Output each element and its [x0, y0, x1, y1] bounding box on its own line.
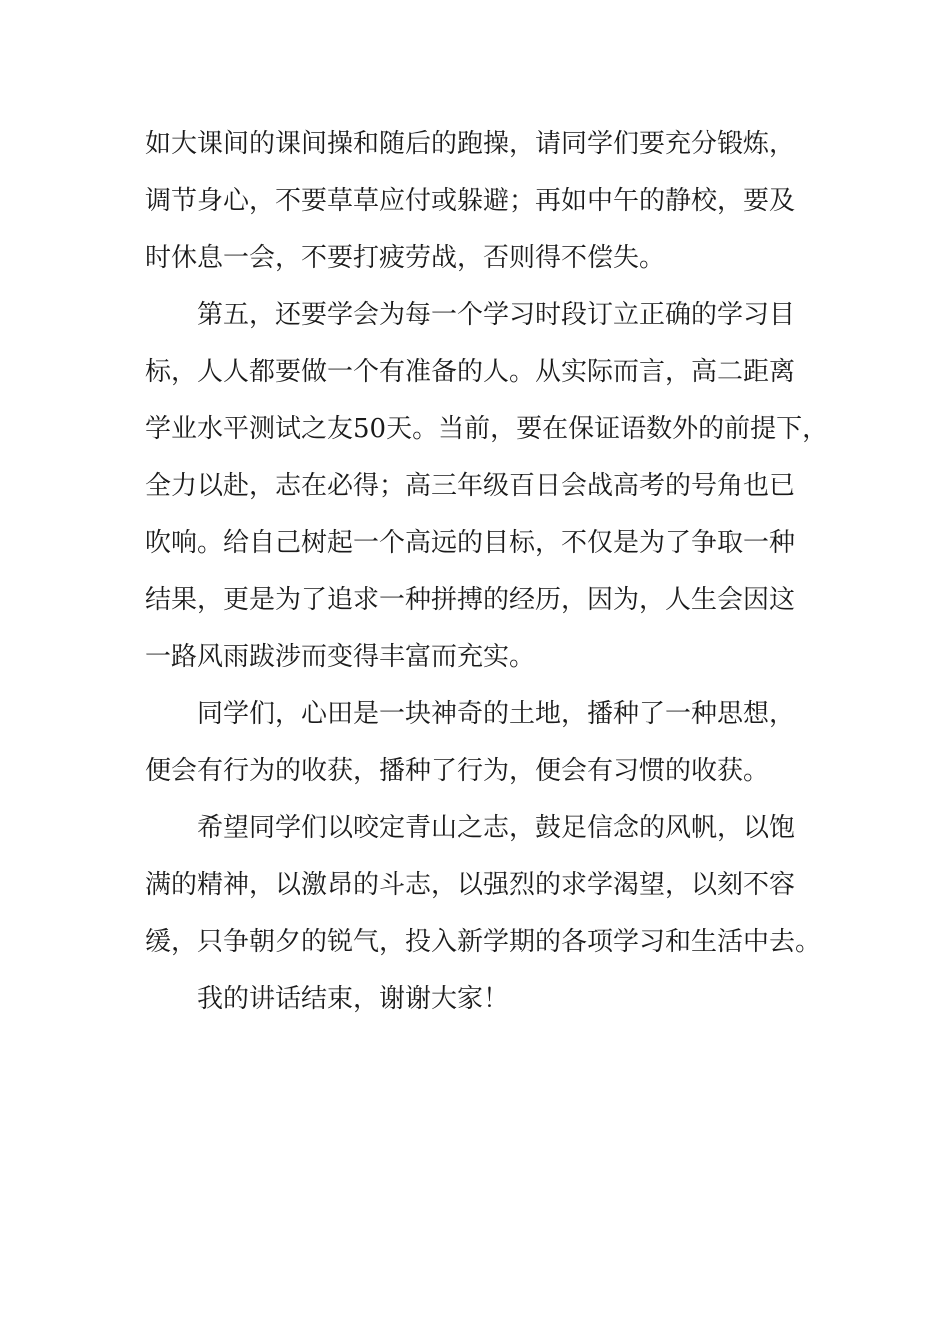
text-line-13: 希望同学们以咬定青山之志，鼓足信念的风帆，以饱	[197, 813, 796, 843]
text-line-11: 同学们，心田是一块神奇的土地，播种了一种思想，	[197, 699, 796, 729]
text-line-10: 一路风雨跋涉而变得丰富而充实。	[145, 642, 536, 672]
text-line-12: 便会有行为的收获，播种了行为，便会有习惯的收获。	[145, 756, 770, 786]
text-line-8: 吹响。给自己树起一个高远的目标，不仅是为了争取一种	[145, 528, 796, 558]
text-line-1: 如大课间的课间操和随后的跑操，请同学们要充分锻炼，	[145, 129, 796, 159]
text-line-15: 缓，只争朝夕的锐气，投入新学期的各项学习和生活中去。	[145, 927, 822, 957]
text-line-9: 结果，更是为了追求一种拼搏的经历，因为，人生会因这	[145, 585, 796, 615]
text-line-14: 满的精神，以激昂的斗志，以强烈的求学渴望，以刻不容	[145, 870, 796, 900]
text-line-5: 标，人人都要做一个有准备的人。从实际而言，高二距离	[145, 357, 796, 387]
text-line-4: 第五，还要学会为每一个学习时段订立正确的学习目	[197, 300, 796, 330]
text-line-16: 我的讲话结束，谢谢大家！	[197, 984, 510, 1014]
text-line-6: 学业水平测试之友50天。当前，要在保证语数外的前提下，	[145, 414, 829, 444]
text-line-3: 时休息一会，不要打疲劳战，否则得不偿失。	[145, 243, 666, 273]
text-line-7: 全力以赴，志在必得；高三年级百日会战高考的号角也已	[145, 471, 796, 501]
text-line-2: 调节身心，不要草草应付或躲避；再如中午的静校，要及	[145, 186, 796, 216]
